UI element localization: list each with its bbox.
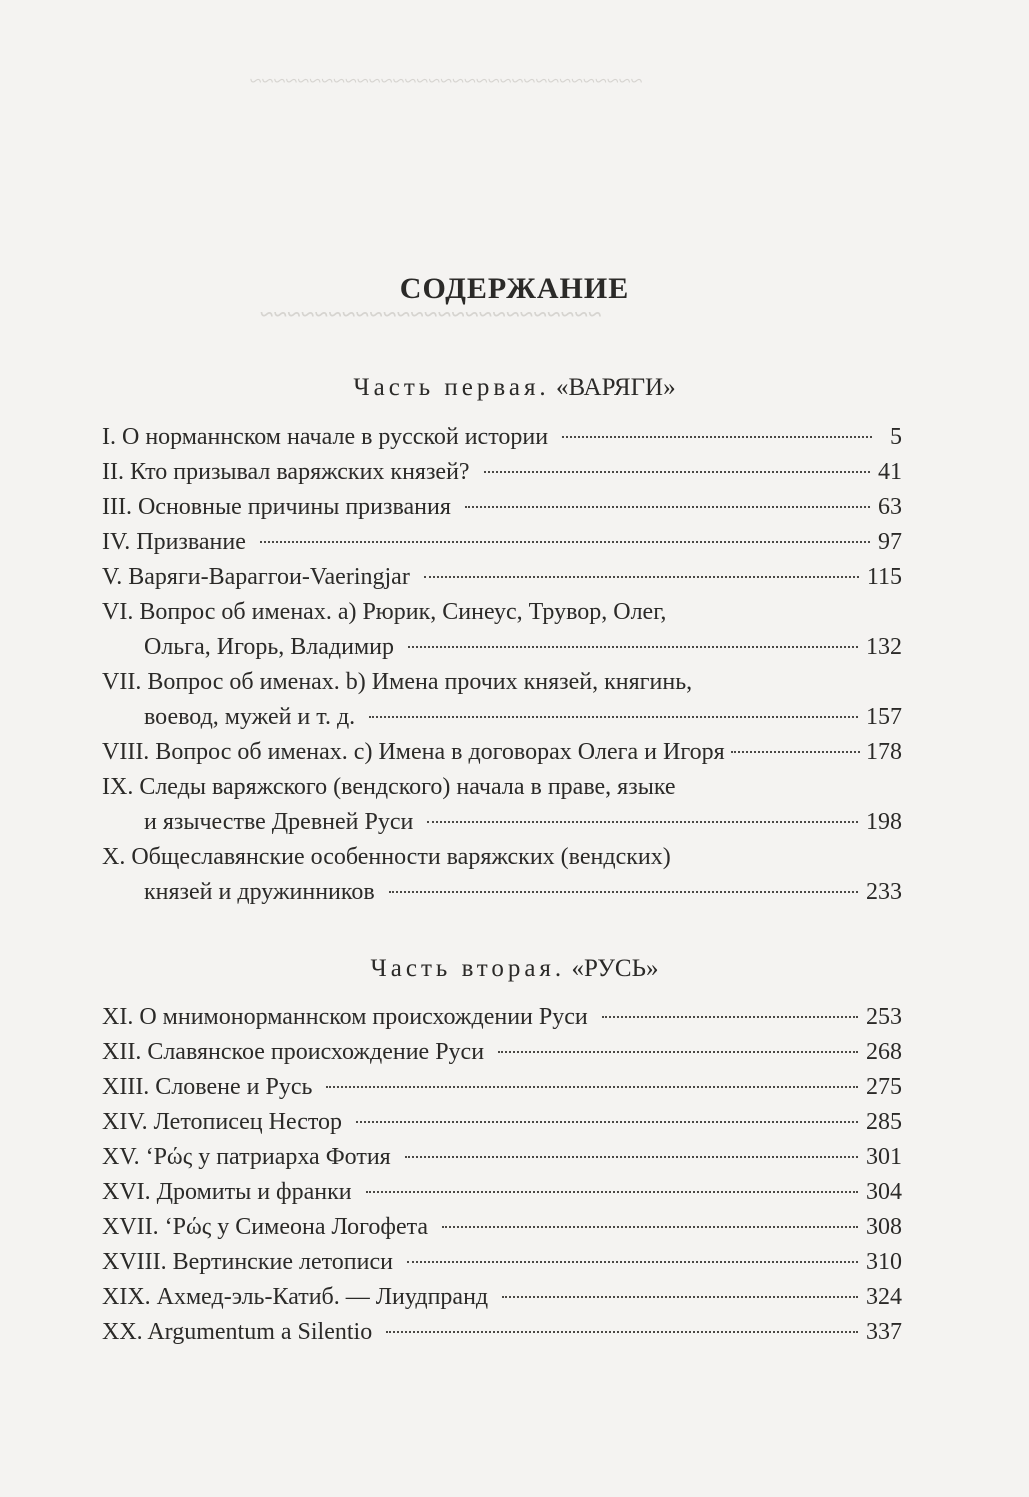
toc-entry-title: XII. Славянское происхождение Руси [102, 1039, 485, 1065]
toc-entry-title: XIII. Словене и Русь [102, 1074, 313, 1100]
toc-entry-line [102, 1105, 902, 1140]
toc-entry [102, 420, 902, 455]
toc-entry [102, 525, 902, 560]
dot-leader [465, 506, 870, 508]
toc-entry-title: XX. Argumentum a Silentio [102, 1319, 373, 1345]
toc-entry-line [102, 1000, 902, 1035]
toc-entry [102, 1245, 902, 1280]
toc-entry-title: III. Основные причины призвания [102, 494, 451, 520]
toc-entry-line [102, 1245, 902, 1280]
toc-entry-line [102, 1140, 902, 1175]
toc-entry-title: IV. Призвание [102, 529, 246, 555]
toc-entry [102, 1035, 902, 1070]
dot-leader [502, 1296, 858, 1298]
toc-entry-line [102, 840, 902, 875]
toc-page-number: 337 [866, 1319, 902, 1345]
toc-entry-title: и язычестве Древней Руси [144, 809, 414, 835]
toc-page-number: 275 [866, 1074, 902, 1100]
toc-entry [102, 490, 902, 525]
show-through-text: ~~~~~~~~~~~~~~~~~~~~~~~~~~~~~~~~~ [250, 68, 643, 93]
toc-entry-line [102, 560, 902, 595]
toc-page-number: 301 [866, 1144, 902, 1170]
dot-leader [389, 891, 858, 893]
dot-leader [602, 1016, 858, 1018]
dot-leader [484, 471, 870, 473]
toc-list-part-2 [102, 1000, 902, 1350]
toc-entry [102, 1280, 902, 1315]
toc-entry-line [102, 630, 902, 665]
dot-leader [562, 436, 872, 438]
toc-entry-title: VII. Вопрос об именах. b) Имена прочих князей, княгинь, [102, 669, 693, 695]
dot-leader [260, 541, 870, 543]
toc-list-part-1 [102, 420, 902, 910]
toc-entry-line [102, 1070, 902, 1105]
toc-page-number: 308 [866, 1214, 902, 1240]
toc-entry [102, 455, 902, 490]
toc-page-number: 285 [866, 1109, 902, 1135]
toc-page-number: 233 [866, 879, 902, 905]
toc-page-number: 157 [866, 704, 902, 730]
dot-leader [386, 1331, 858, 1333]
toc-entry-title: XV. ‘Ρώς у патриарха Фотия [102, 1144, 391, 1170]
toc-entry [102, 735, 902, 770]
toc-entry-line [102, 525, 902, 560]
toc-entry [102, 1105, 902, 1140]
dot-leader [442, 1226, 858, 1228]
page-title: СОДЕРЖАНИЕ [399, 272, 630, 306]
dot-leader [424, 576, 859, 578]
toc-entry-title: воевод, мужей и т. д. [144, 704, 356, 730]
toc-entry-line [102, 1315, 902, 1350]
toc-entry-line [102, 700, 902, 735]
toc-entry-title: XVII. ‘Ρώς у Симеона Логофета [102, 1214, 429, 1240]
part-heading-name: «ВАРЯГИ» [555, 374, 676, 401]
toc-entry-line [102, 455, 902, 490]
dot-leader [498, 1051, 858, 1053]
toc-entry [102, 770, 902, 840]
toc-entry-title: VI. Вопрос об именах. a) Рюрик, Синеус, Трувор, Олег, [102, 599, 667, 625]
show-through-text: ~~~~~~~~~~~~~~~~~~~~~~~~~ [260, 302, 602, 328]
toc-entry [102, 1210, 902, 1245]
toc-entry-line [102, 805, 902, 840]
toc-entry [102, 840, 902, 910]
toc-page-number: 253 [866, 1004, 902, 1030]
dot-leader [326, 1086, 858, 1088]
toc-entry-line [102, 735, 902, 770]
toc-entry [102, 1175, 902, 1210]
toc-page-number: 304 [866, 1179, 902, 1205]
toc-entry-title: VIII. Вопрос об именах. c) Имена в договорах Олега и Игоря [102, 739, 725, 765]
dot-leader [427, 821, 858, 823]
toc-page-number: 97 [878, 529, 902, 555]
toc-entry-line [102, 595, 902, 630]
toc-entry-title: князей и дружинников [144, 879, 375, 905]
toc-entry-line [102, 420, 902, 455]
toc-entry-line [102, 665, 902, 700]
toc-entry-line [102, 1210, 902, 1245]
toc-page-number: 132 [866, 634, 902, 660]
toc-entry-title: II. Кто призывал варяжских князей? [102, 459, 470, 485]
toc-entry-title: I. О норманнском начале в русской истории [102, 424, 549, 450]
toc-entry-title: XVIII. Вертинские летописи [102, 1249, 393, 1275]
dot-leader [369, 716, 858, 718]
toc-entry-title: V. Варяги-Вараггои-Vaeringjar [102, 564, 410, 590]
toc-entry [102, 1140, 902, 1175]
toc-entry-line [102, 1035, 902, 1070]
toc-page-number: 268 [866, 1039, 902, 1065]
part-heading-2 [0, 955, 1029, 983]
toc-entry [102, 1070, 902, 1105]
dot-leader [405, 1156, 858, 1158]
part-heading-label: Часть вторая. [370, 955, 566, 982]
toc-entry-title: XIX. Ахмед-эль-Катиб. — Лиудпранд [102, 1284, 489, 1310]
toc-page-number: 178 [866, 739, 902, 765]
toc-entry [102, 1315, 902, 1350]
dot-leader [731, 751, 860, 753]
toc-page-number: 310 [866, 1249, 902, 1275]
dot-leader [356, 1121, 858, 1123]
toc-entry-line [102, 770, 902, 805]
toc-entry-line [102, 1280, 902, 1315]
toc-page-number: 5 [890, 424, 902, 450]
toc-page-number: 198 [866, 809, 902, 835]
toc-entry-title: XI. О мнимонорманнском происхождении Руси [102, 1004, 588, 1030]
toc-page-number: 115 [866, 564, 902, 590]
dot-leader [407, 1261, 858, 1263]
toc-entry-line [102, 1175, 902, 1210]
toc-entry-title: IX. Следы варяжского (вендского) начала в праве, языке [102, 774, 676, 800]
toc-entry [102, 595, 902, 665]
toc-page-number: 41 [878, 459, 902, 485]
toc-entry [102, 665, 902, 735]
toc-page-number: 63 [878, 494, 902, 520]
part-heading-1 [0, 374, 1029, 402]
toc-page-number: 324 [866, 1284, 902, 1310]
toc-entry-title: XIV. Летописец Нестор [102, 1109, 343, 1135]
dot-leader [366, 1191, 858, 1193]
toc-entry [102, 1000, 902, 1035]
toc-entry-title: X. Общеславянские особенности варяжских (вендских) [102, 844, 671, 870]
dot-leader [408, 646, 858, 648]
toc-entry-title: XVI. Дромиты и франки [102, 1179, 352, 1205]
part-heading-name: «РУСЬ» [571, 955, 659, 982]
toc-entry-title: Ольга, Игорь, Владимир [144, 634, 394, 660]
toc-entry [102, 560, 902, 595]
toc-entry-line [102, 490, 902, 525]
toc-entry-line [102, 875, 902, 910]
part-heading-label: Часть первая. [353, 374, 550, 401]
